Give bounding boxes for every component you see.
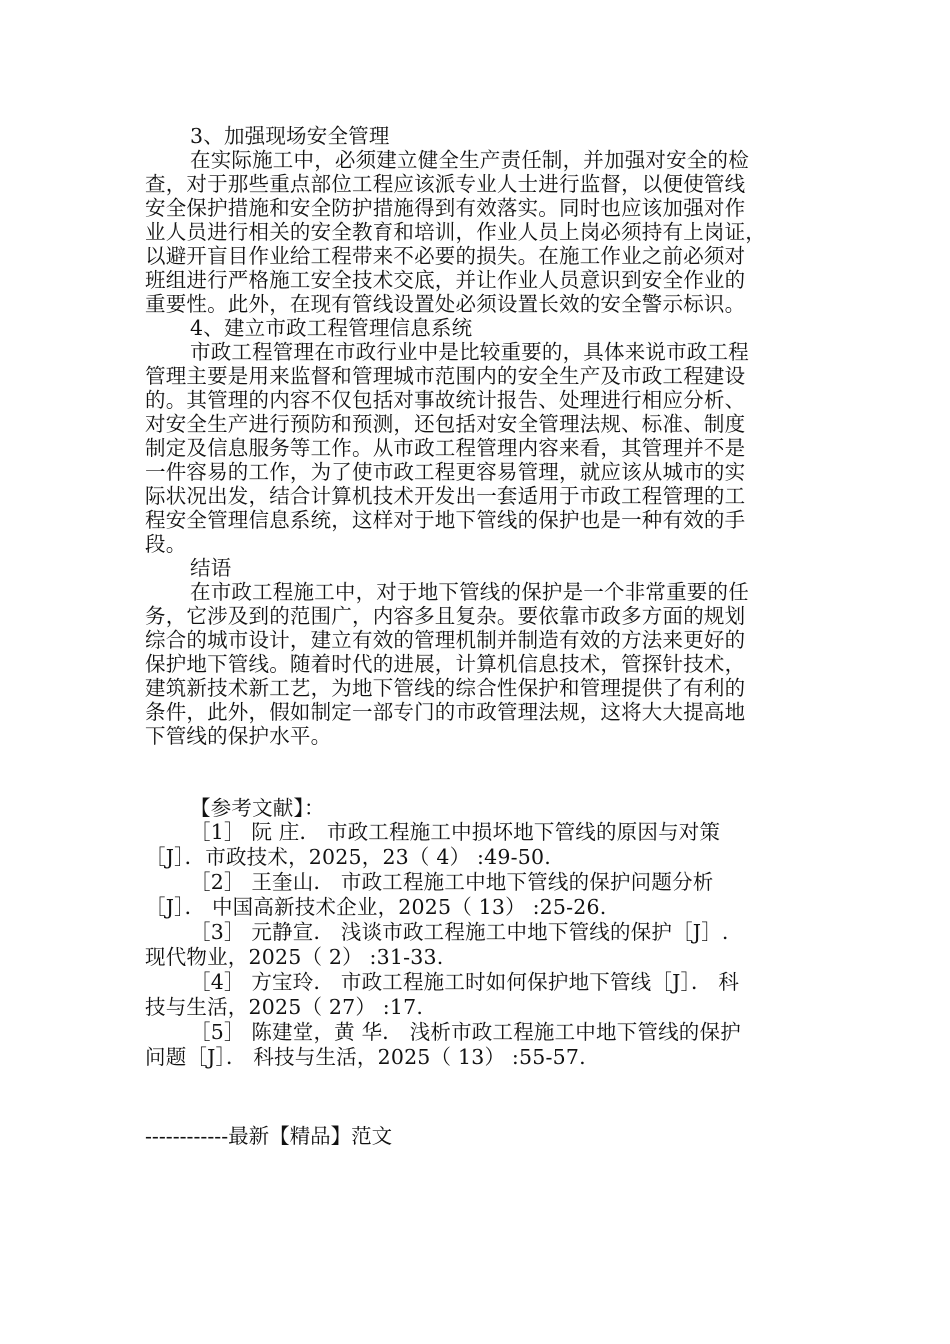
- paragraph-line: 下管线的保护水平。: [145, 724, 332, 748]
- paragraph-line: 在实际施工中，必须建立健全生产责任制，并加强对安全的检: [190, 148, 749, 172]
- reference-line: ［4］ 方宝玲． 市政工程施工时如何保护地下管线［J］． 科: [190, 970, 740, 994]
- reference-line: 技与生活，2025（ 27） :17.: [145, 995, 424, 1019]
- paragraph-line: 一件容易的工作，为了使市政工程更容易管理，就应该从城市的实: [145, 460, 746, 484]
- reference-line: ［5］ 陈建堂，黄 华． 浅析市政工程施工中地下管线的保护: [190, 1020, 741, 1044]
- footer-text: ------------最新【精品】范文: [145, 1124, 393, 1148]
- paragraph-line: 制定及信息服务等工作。从市政工程管理内容来看，其管理并不是: [145, 436, 746, 460]
- paragraph-line: 查，对于那些重点部位工程应该派专业人士进行监督，以便使管线: [145, 172, 746, 196]
- reference-line: ［J］． 中国高新技术企业，2025（ 13） :25-26.: [145, 895, 607, 919]
- paragraph-line: 段。: [145, 532, 187, 556]
- reference-line: 现代物业，2025（ 2） :31-33.: [145, 945, 444, 969]
- conclusion-heading: 结语: [190, 556, 232, 580]
- paragraph-line: 安全保护措施和安全防护措施得到有效落实。同时也应该加强对作: [145, 196, 746, 220]
- paragraph-line: 市政工程管理在市政行业中是比较重要的，具体来说市政工程: [190, 340, 749, 364]
- reference-line: ［2］ 王奎山． 市政工程施工中地下管线的保护问题分析: [190, 870, 714, 894]
- paragraph-line: 业人员进行相关的安全教育和培训，作业人员上岗必须持有上岗证，: [145, 220, 766, 244]
- paragraph-line: 条件，此外，假如制定一部专门的市政管理法规，这将大大提高地: [145, 700, 746, 724]
- paragraph-line: 保护地下管线。随着时代的进展，计算机信息技术，管探针技术，: [145, 652, 746, 676]
- paragraph-line: 在市政工程施工中，对于地下管线的保护是一个非常重要的任: [190, 580, 749, 604]
- reference-line: ［3］ 元静宣． 浅谈市政工程施工中地下管线的保护［J］.: [190, 920, 729, 944]
- reference-line: ［1］ 阮 庄． 市政工程施工中损坏地下管线的原因与对策: [190, 820, 721, 844]
- paragraph-line: 以避开盲目作业给工程带来不必要的损失。在施工作业之前必须对: [145, 244, 746, 268]
- paragraph-line: 建筑新技术新工艺，为地下管线的综合性保护和管理提供了有利的: [145, 676, 746, 700]
- paragraph-line: 管理主要是用来监督和管理城市范围内的安全生产及市政工程建设: [145, 364, 746, 388]
- reference-line: 问题［J］． 科技与生活，2025（ 13） :55-57.: [145, 1045, 586, 1069]
- references-heading: 【参考文献】：: [190, 796, 325, 820]
- section-heading-4: 4、建立市政工程管理信息系统: [190, 316, 473, 340]
- section-heading-3: 3、加强现场安全管理: [190, 124, 390, 148]
- paragraph-line: 对安全生产进行预防和预测，还包括对安全管理法规、标准、制度: [145, 412, 746, 436]
- paragraph-line: 程安全管理信息系统，这样对于地下管线的保护也是一种有效的手: [145, 508, 746, 532]
- paragraph-line: 班组进行严格施工安全技术交底，并让作业人员意识到安全作业的: [145, 268, 746, 292]
- paragraph-line: 务，它涉及到的范围广，内容多且复杂。要依靠市政多方面的规划: [145, 604, 746, 628]
- paragraph-line: 综合的城市设计，建立有效的管理机制并制造有效的方法来更好的: [145, 628, 746, 652]
- paragraph-line: 际状况出发，结合计算机技术开发出一套适用于市政工程管理的工: [145, 484, 746, 508]
- paragraph-line: 的。其管理的内容不仅包括对事故统计报告、处理进行相应分析、: [145, 388, 746, 412]
- reference-line: ［J］．市政技术，2025，23（ 4） :49-50.: [145, 845, 551, 869]
- paragraph-line: 重要性。此外，在现有管线设置处必须设置长效的安全警示标识。: [145, 292, 746, 316]
